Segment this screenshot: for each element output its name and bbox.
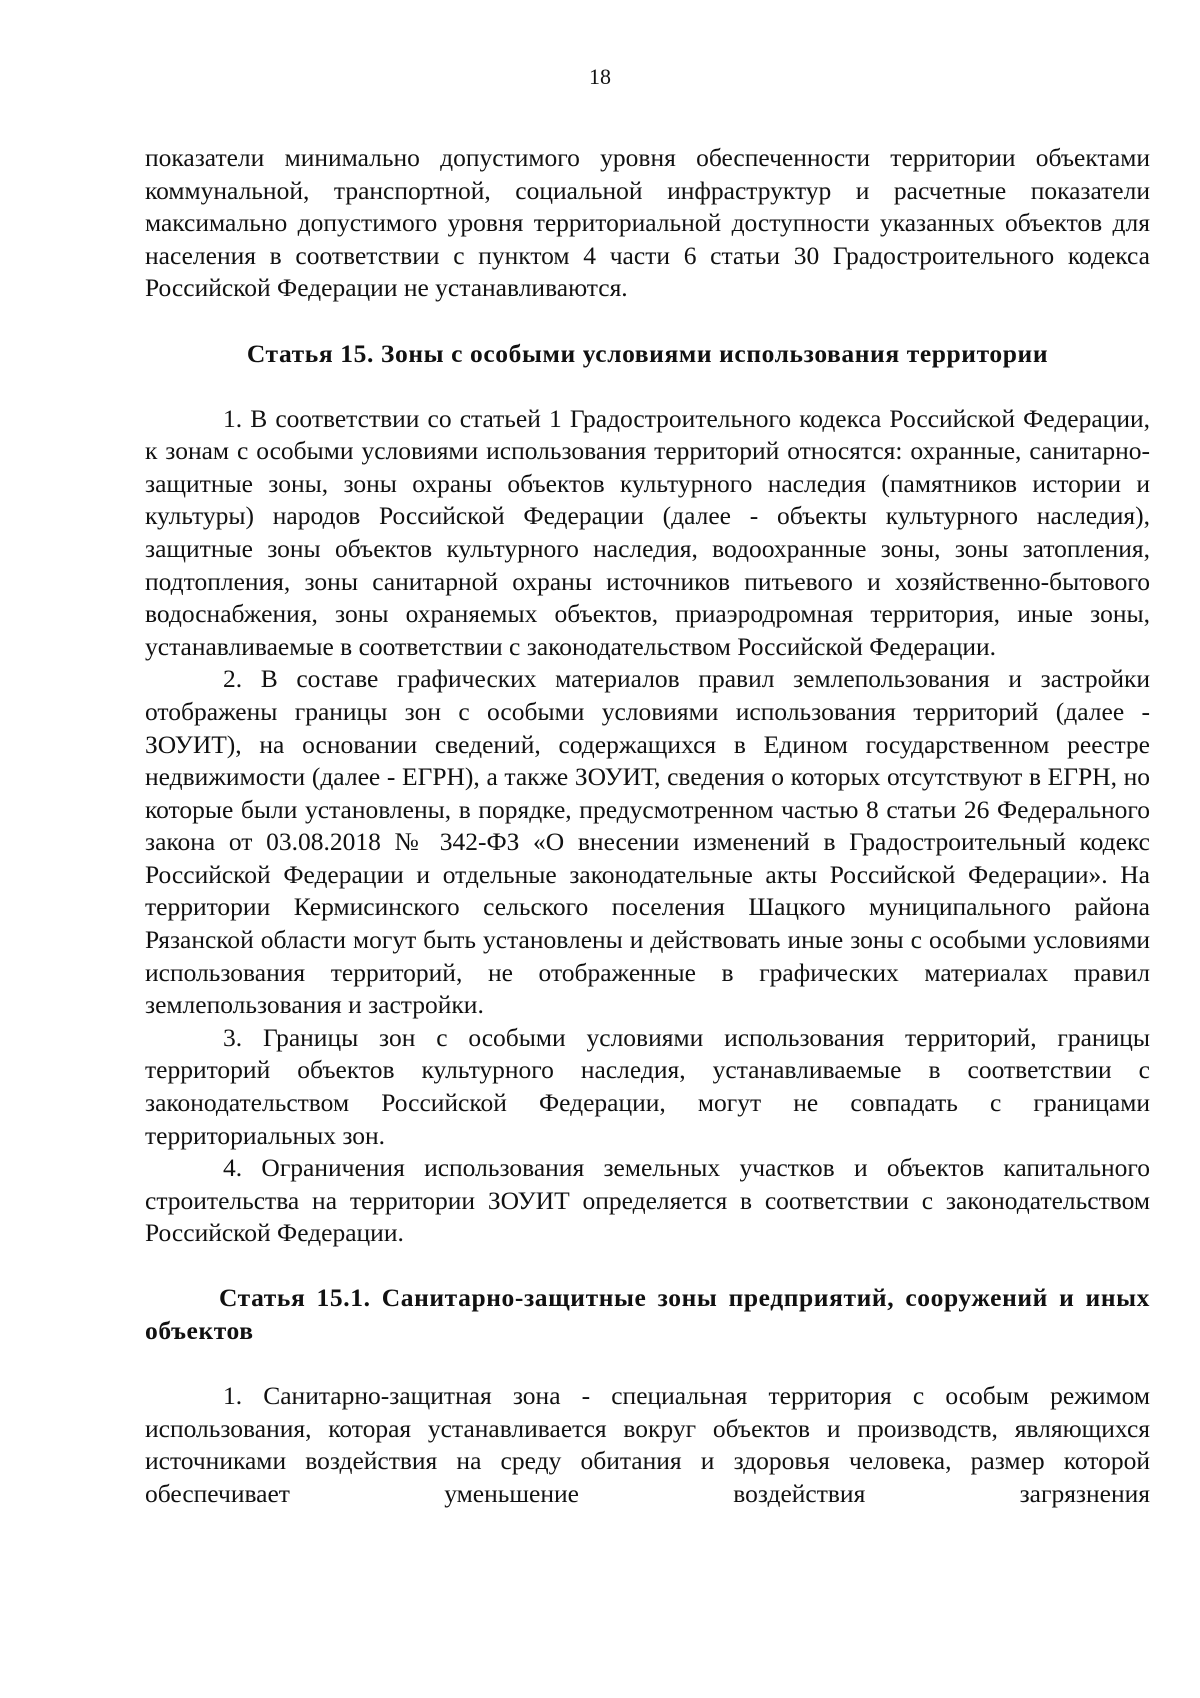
article-15-paragraph-1: 1. В соответствии со статьей 1 Градостроительного кодекса Российской Федерации, к зонам с особыми условиями использования территорий относятся: охранные, санитарно-защитные зоны, зоны охраны объектов культурного наследия (памятников истории и культуры) народов Российской Федерации (далее - объекты культурного наследия), защитные зоны объектов культурного наследия, водоохранные зоны, зоны затопления, подтопления, зоны санитарной охраны источников питьевого и хозяйственно-бытового водоснабжения, зоны охраняемых объектов, приаэродромная территория, иные зоны, устанавливаемые в соответствии с законодательством Российской Федерации. [145,403,1150,661]
article-15-1-heading: Статья 15.1. Санитарно-защитные зоны предприятий, сооружений и иных объектов [145,1283,1150,1345]
page-number: 18 [589,64,611,89]
article-15-paragraph-3: 3. Границы зон с особыми условиями использования территорий, границы территорий объектов культурного наследия, устанавливаемые в соответствии с законодательством Российской Федерации, могут не совпадать с границами территориальных зон. [145,1022,1150,1150]
intro-paragraph: показатели минимально допустимого уровня обеспеченности территории объектами коммунальной, транспортной, социальной инфраструктур и расчетные показатели максимально допустимого уровня территориальной доступности указанных объектов для населения в соответствии с пунктом 4 части 6 статьи 30 Градостроительного кодекса Российской Федерации не устанавливаются. [145,143,1150,303]
article-15-heading: Статья 15. Зоны с особыми условиями использования территории [246,338,1049,368]
article-15-paragraph-4: 4. Ограничения использования земельных участков и объектов капитального строительства на территории ЗОУИТ определяется в соответствии с законодательством Российской Федерации. [145,1153,1150,1248]
article-15-1-paragraph-1: 1. Санитарно-защитная зона - специальная территория с особым режимом использования, которая устанавливается вокруг объектов и производств, являющихся источниками воздействия на среду обитания и здоровья человека, размер которой обеспечивает уменьшение воздействия загрязнения [145,1381,1150,1508]
document-body [145,142,1150,1511]
article-15-paragraph-2: 2. В составе графических материалов правил землепользования и застройки отображены границы зон с особыми условиями использования территорий (далее - ЗОУИТ), на основании сведений, содержащихся в Едином государственном реестре недвижимости (далее - ЕГРН), а также ЗОУИТ, сведения о которых отсутствуют в ЕГРН, но которые были установлены, в порядке, предусмотренном частью 8 статьи 26 Федерального закона от 03.08.2018 № 342-ФЗ «О внесении изменений в Градостроительный кодекс Российской Федерации и отдельные законодательные акты Российской Федерации». На территории Кермисинского сельского поселения Шацкого муниципального района Рязанской области могут быть установлены и действовать иные зоны с особыми условиями использования территорий, не отображенные в графических материалах правил землепользования и застройки. [145,664,1150,1020]
